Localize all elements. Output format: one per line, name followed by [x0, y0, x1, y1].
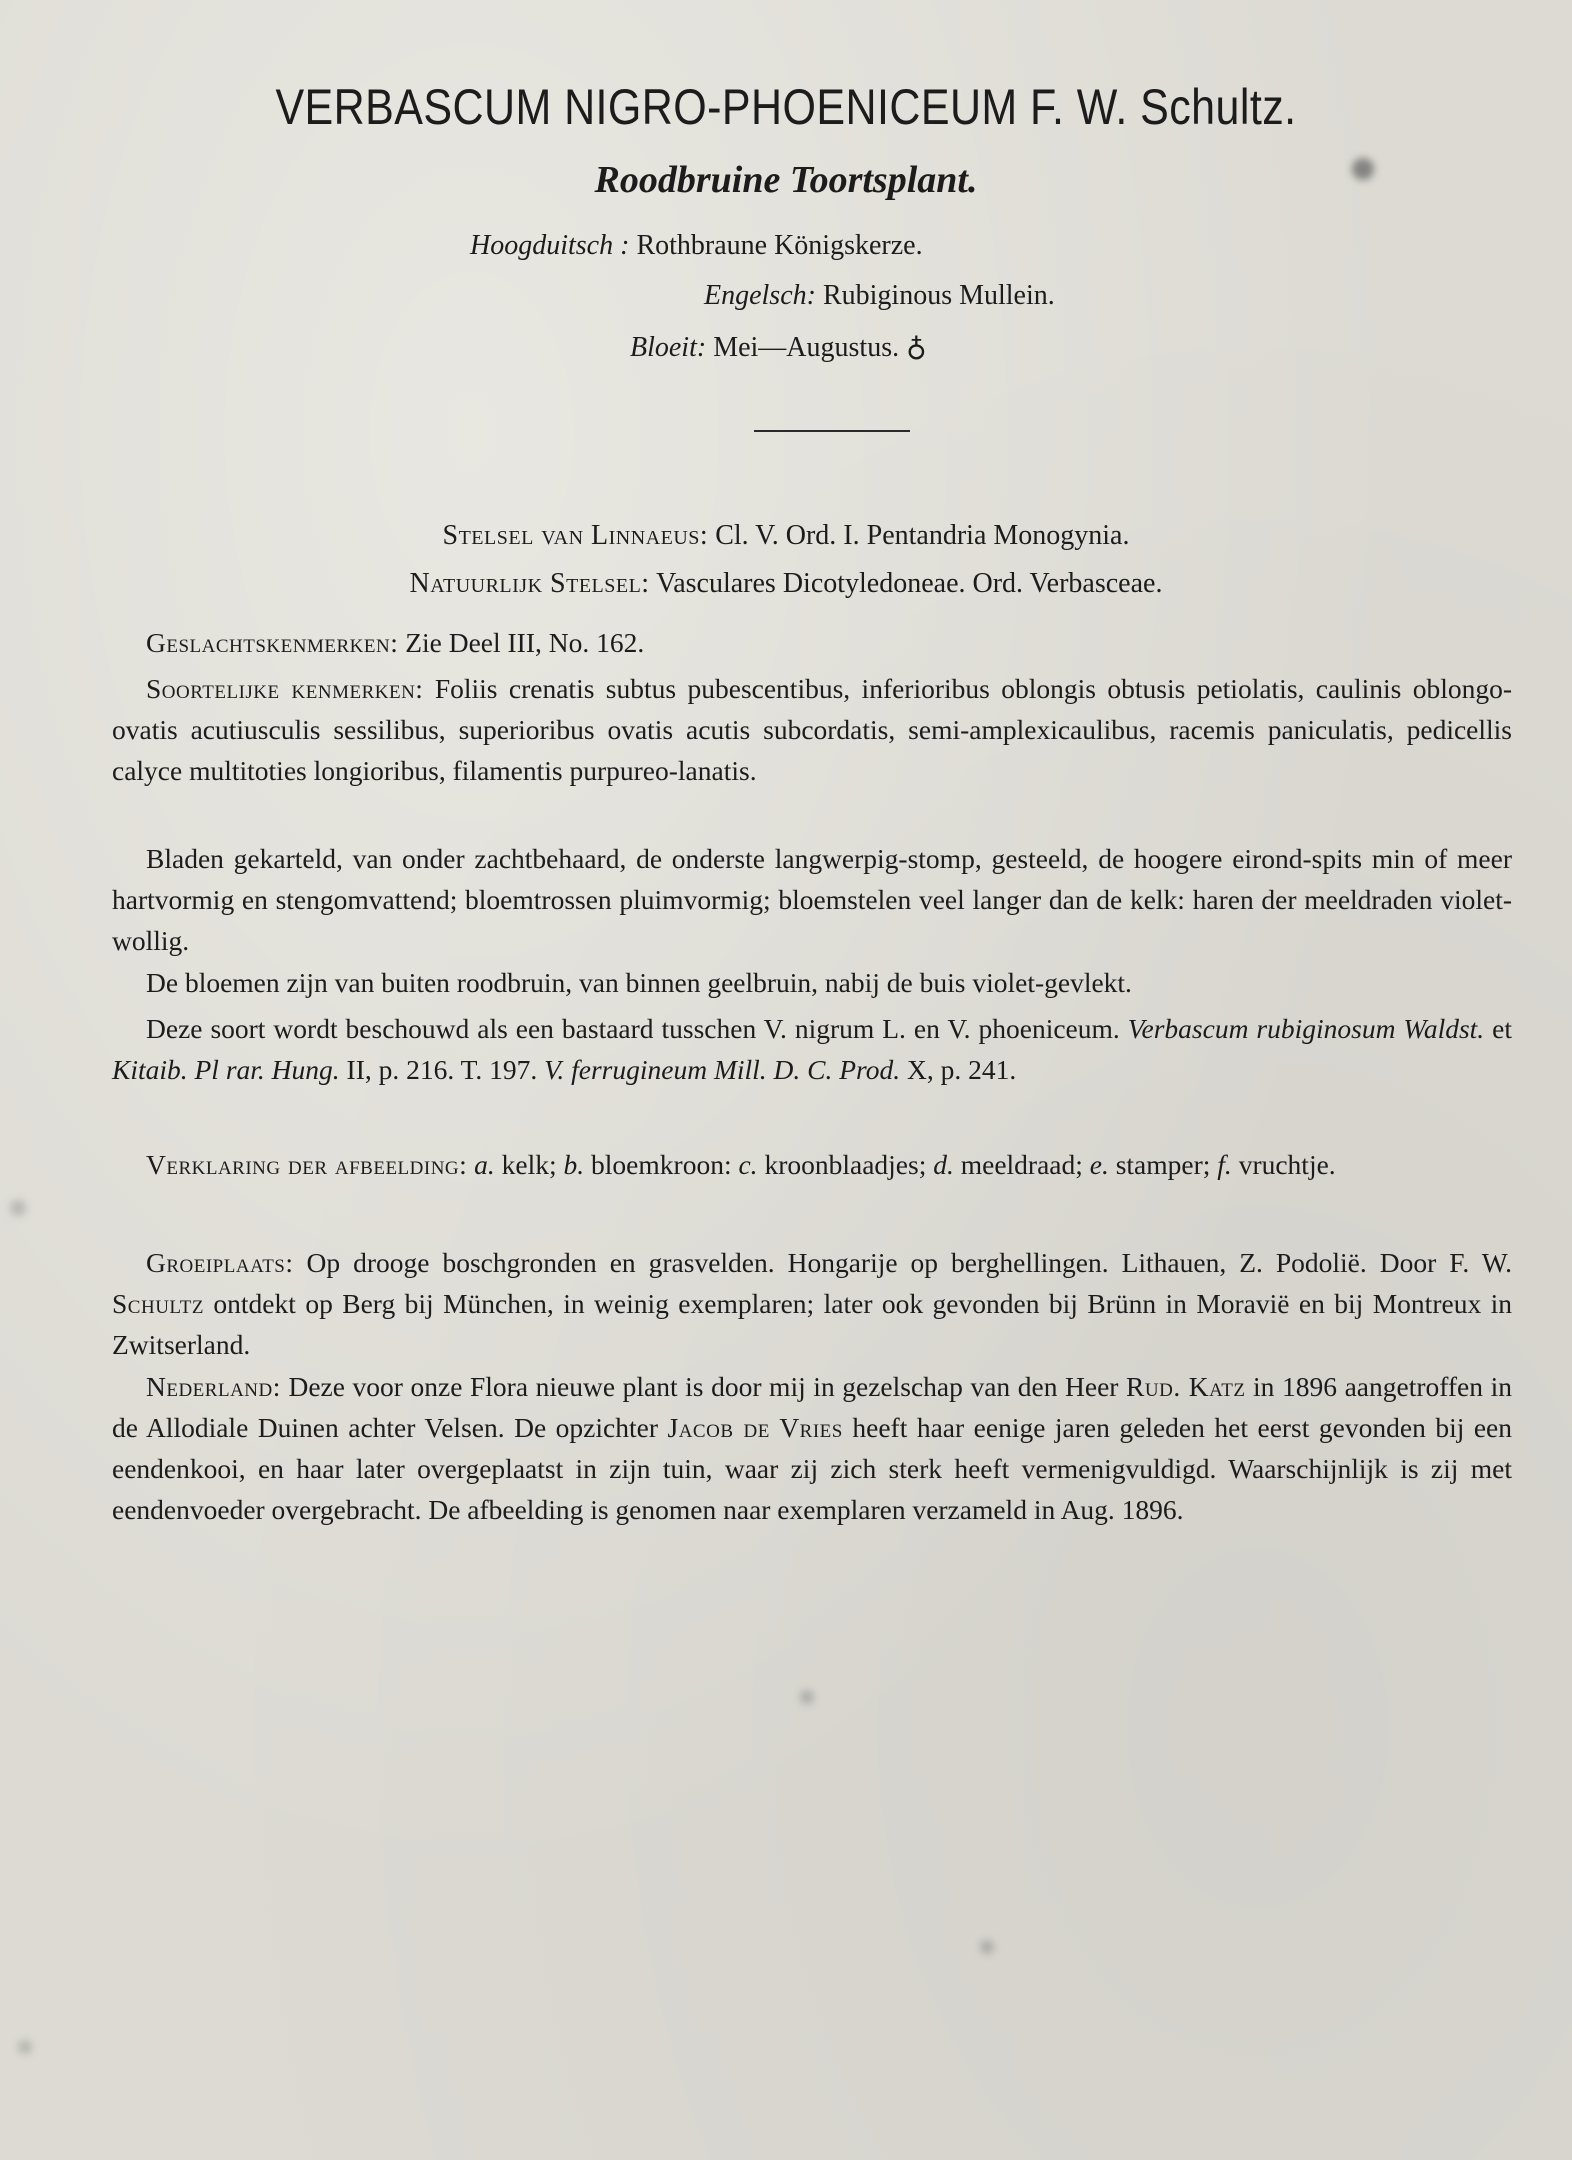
english-name-line	[704, 280, 1055, 312]
german-name-line	[470, 230, 923, 262]
german-name-label: Hoogduitsch :	[470, 230, 630, 261]
netherlands-text-2: in 1896 aangetroffen in de Allodiale Duinen achter Velsen. De opzichter	[112, 1371, 1512, 1443]
flowers-paragraph: De bloemen zijn van buiten roodbruin, van binnen geelbruin, nabij de buis violet-gevlekt.	[146, 967, 1132, 998]
synonyms-paragraph	[112, 1008, 1512, 1090]
figure-val-b: bloemkroon:	[591, 1149, 732, 1180]
figure-val-e: stamper;	[1115, 1149, 1211, 1180]
figure-val-f: vruchtje.	[1238, 1149, 1336, 1180]
bloom-line	[630, 330, 927, 364]
netherlands-name-2: Jacob de Vries	[667, 1412, 843, 1443]
netherlands-text-1: Deze voor onze Flora nieuwe plant is door mij in gezelschap van den Heer	[288, 1371, 1119, 1402]
figure-key-a: a.	[474, 1149, 495, 1180]
german-name-value: Rothbraune Königskerze.	[636, 230, 923, 261]
bloom-label: Bloeit:	[630, 332, 707, 363]
paper-spot	[10, 1200, 26, 1216]
english-name-value: Rubiginous Mullein.	[822, 280, 1055, 311]
species-latin-paragraph	[112, 668, 1512, 791]
habitat-author-name: Schultz	[112, 1288, 204, 1319]
linnaeus-label: Stelsel van Linnaeus:	[442, 520, 709, 551]
natural-system-line	[0, 568, 1572, 600]
figure-val-c: kroonblaadjes;	[764, 1149, 927, 1180]
habitat-paragraph	[112, 1242, 1512, 1365]
figure-explanation	[112, 1144, 1512, 1185]
synonym-1-name: Verbascum rubiginosum Waldst.	[1127, 1013, 1485, 1044]
netherlands-name-1: Rud. Katz	[1126, 1371, 1246, 1402]
bloom-value: Mei—Augustus. ♁	[713, 332, 927, 363]
synonym-2-name: V. ferrugineum Mill. D. C. Prod.	[544, 1054, 901, 1085]
genus-characters	[112, 622, 1512, 663]
linnaeus-value: Cl. V. Ord. I. Pentandria Monogynia.	[715, 520, 1130, 551]
genus-value: Zie Deel III, No. 162.	[405, 627, 645, 658]
habitat-text-1: Op drooge boschgronden en grasvelden. Hongarije op berghellingen. Lithauen, Z. Podolië. Door F. W.	[306, 1247, 1512, 1278]
natural-value: Vasculares Dicotyledoneae. Ord. Verbasceae.	[656, 568, 1163, 599]
figure-key-f: f.	[1217, 1149, 1232, 1180]
paper-spot	[1352, 158, 1374, 180]
natural-label: Natuurlijk Stelsel:	[409, 568, 650, 599]
netherlands-text-3: heeft haar eenige jaren geleden het eerst gevonden bij een eendenkooi, en haar later overgeplaatst in zijn tuin, waar zij zich sterk heeft vermenigvuldigd. Waarschijnlijk is zij met eendenvoeder overgebracht. De afbeelding is genomen naar exemplaren verzameld in Aug. 1896.	[112, 1412, 1513, 1525]
habitat-label: Groeiplaats:	[146, 1247, 294, 1278]
species-latin-text: Foliis crenatis subtus pubescentibus, inferioribus oblongis obtusis petiolatis, caulinis oblongo-ovatis acutiusculis sessilibus, superioribus ovatis acutis subcordatis, semi-amplexicaulibus, racemis paniculatis, pedicellis calyce multitoties longioribus, filamentis purpureo-lanatis.	[112, 673, 1513, 786]
synonym-2-ref: X, p. 241.	[906, 1054, 1017, 1085]
figure-key-c: c.	[738, 1149, 758, 1180]
figure-key-e: e.	[1089, 1149, 1109, 1180]
netherlands-paragraph	[112, 1366, 1512, 1530]
page-subtitle: Roodbruine Toortsplant.	[594, 159, 978, 201]
divider-rule	[754, 430, 910, 432]
linnaeus-system-line	[0, 520, 1572, 552]
figure-val-d: meeldraad;	[960, 1149, 1083, 1180]
habitat-text-2: ontdekt op Berg bij München, in weinig exemplaren; later ook gevonden bij Brünn in Moravië en bij Montreux in Zwitserland.	[112, 1288, 1513, 1360]
synonym-1-et: et	[1492, 1013, 1513, 1044]
species-dutch-paragraph: Bladen gekarteld, van onder zachtbehaard, de onderste langwerpig-stomp, gesteeld, de hoogere eirond-spits min of meer hartvormig en stengomvattend; bloemtrossen pluimvormig; bloemstelen veel langer dan de kelk: haren der meeldraden violet-wollig.	[112, 843, 1512, 956]
figure-key-d: d.	[933, 1149, 954, 1180]
netherlands-label: Nederland:	[146, 1371, 281, 1402]
figure-val-a: kelk;	[501, 1149, 557, 1180]
hybrid-text: Deze soort wordt beschouwd als een bastaard tusschen V. nigrum L. en V. phoeniceum.	[146, 1013, 1120, 1044]
page-title: VERBASCUM NIGRO-PHOENICEUM F. W. Schultz.	[275, 79, 1297, 135]
synonym-1-ref: II, p. 216. T. 197.	[346, 1054, 538, 1085]
species-label: Soortelijke kenmerken:	[146, 673, 424, 704]
english-name-label: Engelsch:	[704, 280, 816, 311]
genus-label: Geslachtskenmerken:	[146, 627, 399, 658]
figure-key-b: b.	[563, 1149, 585, 1180]
paper-spot	[18, 2040, 32, 2054]
paper-spot	[980, 1940, 994, 1954]
paper-spot	[800, 1690, 814, 1704]
figure-label: Verklaring der afbeelding:	[146, 1149, 468, 1180]
synonym-1-source: Kitaib. Pl rar. Hung.	[112, 1054, 340, 1085]
